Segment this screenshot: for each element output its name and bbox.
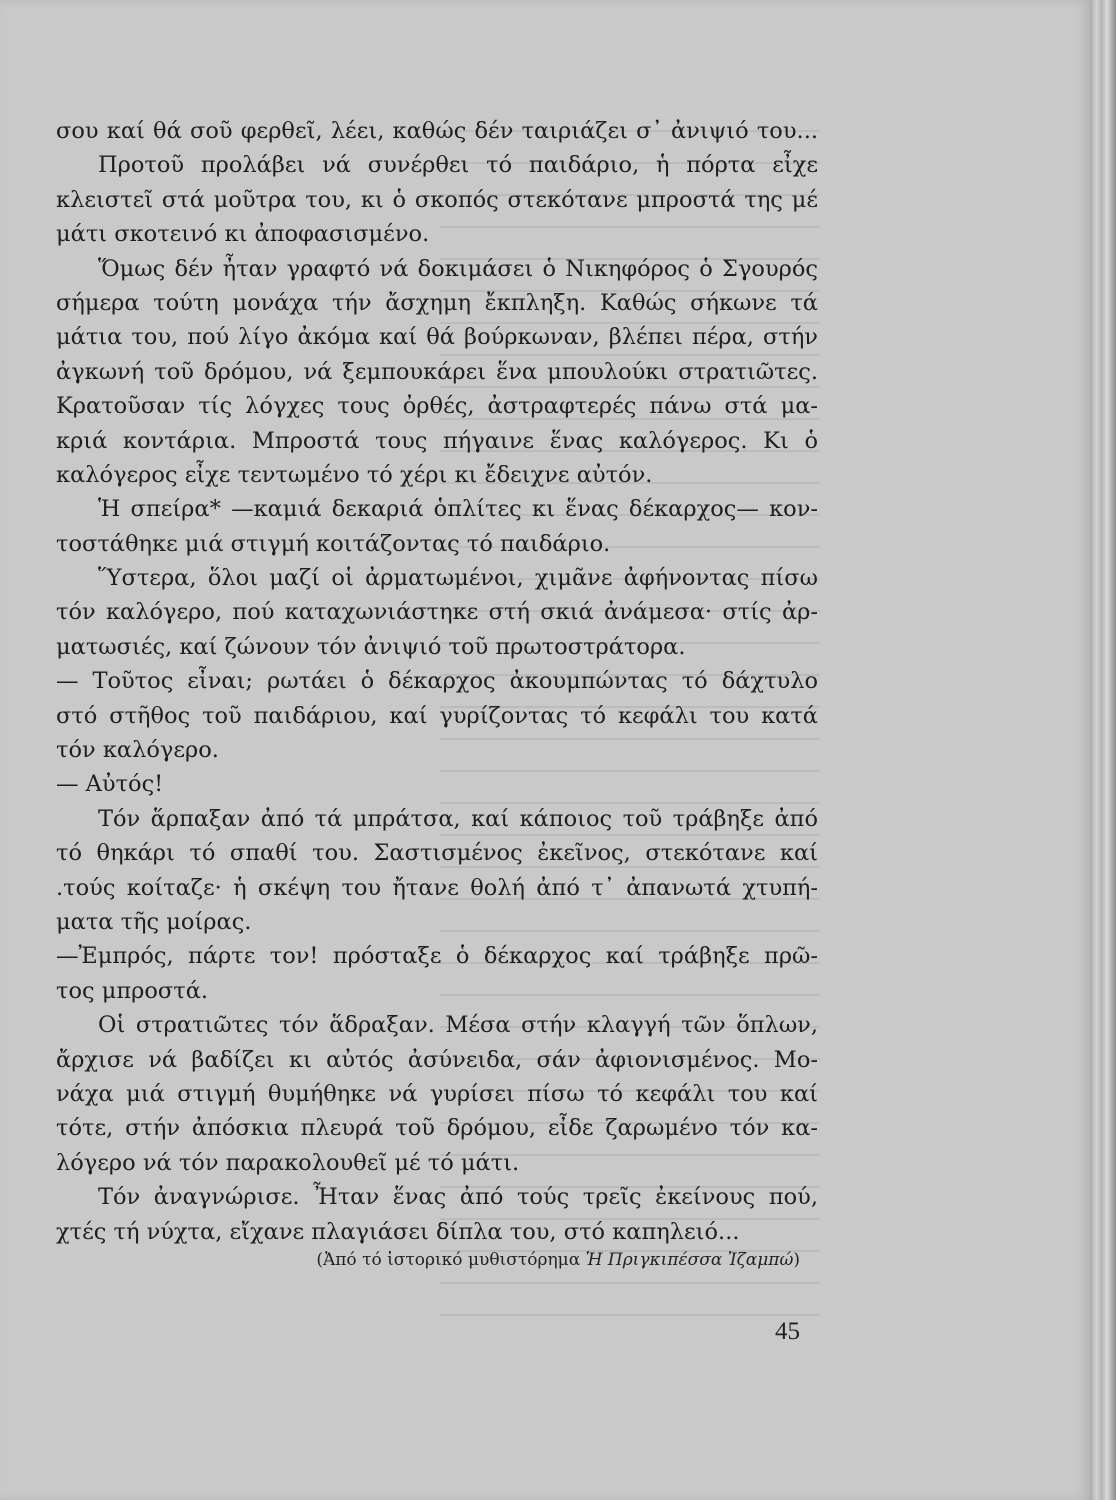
text-line: λόγερο νά τόν παρακολουθεῖ μέ τό μάτι. <box>56 1149 520 1176</box>
source-prefix: (Ἀπό τό ἱστορικό μυθιστόρημα <box>316 1250 586 1270</box>
source-citation <box>316 1250 800 1270</box>
text-line: Ὅμως δέν ἦταν γραφτό νά δοκιμάσει ὁ Νικηφόρος ὁ Σγουρός <box>98 255 818 282</box>
text-line: μάτι σκοτεινό κι ἀποφασισμένο. <box>56 221 430 248</box>
source-suffix: ) <box>793 1250 800 1270</box>
body-text <box>56 114 818 1249</box>
text-line: .τούς κοίταζε· ἡ σκέψη του ἤτανε θολή ἀπό τ᾽ ἀπανωτά χτυπή- <box>56 874 818 901</box>
source-title: Ἡ Πριγκιπέσσα Ἰζαμπώ <box>585 1250 794 1270</box>
page-stack-edge <box>1090 0 1116 1500</box>
text-line: τοστάθηκε μιά στιγμή κοιτάζοντας τό παιδάριο. <box>56 530 611 557</box>
page-number: 45 <box>775 1318 800 1345</box>
text-line: νάχα μιά στιγμή θυμήθηκε νά γυρίσει πίσω τό κεφάλι του καί <box>56 1080 818 1107</box>
text-line: Κρατοῦσαν τίς λόγχες τους ὀρθές, ἀστραφτερές πάνω στά μα- <box>56 393 818 420</box>
text-line: τότε, στήν ἀπόσκια πλευρά τοῦ δρόμου, εἶδε ζαρωμένο τόν κα- <box>56 1115 818 1142</box>
text-line: τος μπροστά. <box>56 977 209 1004</box>
text-line: ἄρχισε νά βαδίζει κι αὐτός ἀσύνειδα, σάν ἀφιονισμένος. Μο- <box>56 1046 818 1073</box>
text-line: κλειστεῖ στά μοῦτρα του, κι ὁ σκοπός στεκότανε μπροστά της μέ <box>56 186 818 213</box>
text-line: ἀγκωνή τοῦ δρόμου, νά ξεμπουκάρει ἕνα μπουλούκι στρατιῶτες. <box>56 358 818 385</box>
text-line: τόν καλόγερο. <box>56 737 219 764</box>
text-line: καλόγερος εἶχε τεντωμένο τό χέρι κι ἔδειχνε αὐτόν. <box>56 461 653 488</box>
text-line: —Ἐμπρός, πάρτε τον! πρόσταξε ὁ δέκαρχος καί τράβηξε πρῶ- <box>56 943 818 970</box>
text-line: ματωσιές, καί ζώνουν τόν ἀνιψιό τοῦ πρωτοστράτορα. <box>56 633 686 660</box>
text-line: χτές τή νύχτα, εἴχανε πλαγιάσει δίπλα του, στό καπηλειό... <box>56 1218 740 1245</box>
text-line: — Τοῦτος εἶναι; ρωτάει ὁ δέκαρχος ἀκουμπώντας τό δάχτυλο <box>56 668 818 695</box>
text-line: τόν καλόγερο, πού καταχωνιάστηκε στή σκιά ἀνάμεσα· στίς ἀρ- <box>56 599 818 626</box>
text-line: τό θηκάρι τό σπαθί του. Σαστισμένος ἐκεῖνος, στεκότανε καί <box>56 840 818 867</box>
text-line: — Αὐτός! <box>56 771 164 798</box>
text-line: στό στῆθος τοῦ παιδάριου, καί γυρίζοντας τό κεφάλι του κατά <box>56 702 818 729</box>
text-line: Τόν ἅρπαξαν ἀπό τά μπράτσα, καί κάποιος τοῦ τράβηξε ἀπό <box>98 805 818 832</box>
text-line: Ὕστερα, ὅλοι μαζί οἱ ἀρματωμένοι, χιμᾶνε ἀφήνοντας πίσω <box>98 565 818 592</box>
text-line: κριά κοντάρια. Μπροστά τους πήγαινε ἕνας καλόγερος. Κι ὁ <box>56 427 818 454</box>
text-line: Οἱ στρατιῶτες τόν ἅδραξαν. Μέσα στήν κλαγγή τῶν ὅπλων, <box>98 1012 818 1039</box>
text-line: σήμερα τούτη μονάχα τήν ἄσχημη ἔκπληξη. Καθώς σήκωνε τά <box>56 289 818 316</box>
text-line: σου καί θά σοῦ φερθεῖ, λέει, καθώς δέν ταιριάζει σ᾽ ἀνιψιό του... <box>56 118 818 144</box>
text-line: μάτια του, πού λίγο ἀκόμα καί θά βούρκωναν, βλέπει πέρα, στήν <box>56 324 818 351</box>
text-line: Τόν ἀναγνώρισε. Ἦταν ἕνας ἀπό τούς τρεῖς ἐκείνους πού, <box>98 1184 818 1211</box>
text-line: Προτοῦ προλάβει νά συνέρθει τό παιδάριο, ἡ πόρτα εἶχε <box>98 152 818 179</box>
text-line: ματα τῆς μοίρας. <box>56 908 252 935</box>
text-line: Ἡ σπείρα* —καμιά δεκαριά ὁπλίτες κι ἕνας δέκαρχος— κον- <box>98 496 818 523</box>
